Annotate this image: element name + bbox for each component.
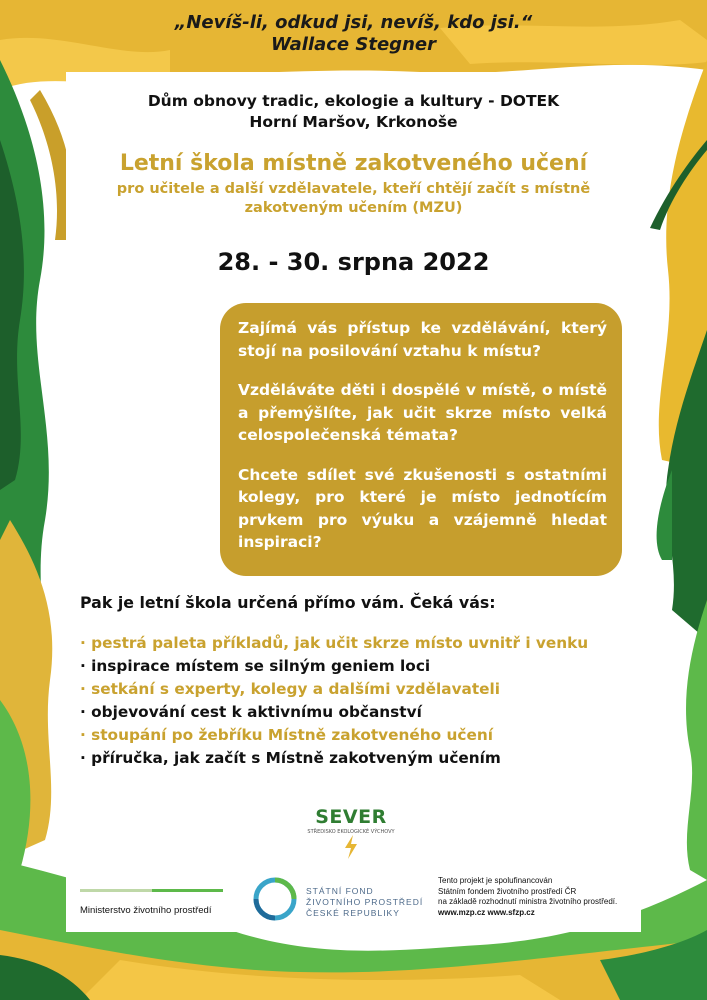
funding-line-1: Tento projekt je spolufinancován xyxy=(438,876,553,885)
funding-line-3: na základě rozhodnutí ministra životního prostředí. xyxy=(438,897,618,906)
list-item: · inspirace místem se silným geniem loci xyxy=(80,657,431,675)
event-title: Letní škola místně zakotveného učení xyxy=(119,151,588,176)
sfzp-line-3: ČESKÉ REPUBLIKY xyxy=(306,908,400,918)
sever-logo-tagline: STŘEDISKO EKOLOGICKÉ VÝCHOVY xyxy=(307,829,395,835)
event-date: 28. - 30. srpna 2022 xyxy=(217,248,490,276)
list-item: · setkání s experty, kolegy a dalšími vzdělavateli xyxy=(80,680,501,698)
funding-line-2: Státním fondem životního prostředí ČR xyxy=(438,886,577,896)
list-item: · objevování cest k aktivnímu občanství xyxy=(80,703,422,721)
event-subtitle: pro učitele a další vzdělavatele, kteří chtějí začít s místně zakotveným učením (MZU) xyxy=(116,181,591,216)
funding-links: www.mzp.cz www.sfzp.cz xyxy=(438,907,535,917)
sfzp-logo-text xyxy=(306,886,423,919)
sever-logo xyxy=(306,806,396,863)
funding-note xyxy=(438,876,617,918)
quote xyxy=(0,12,707,56)
list-item: · stoupání po žebříku Místně zakotveného učení xyxy=(80,726,493,744)
organization xyxy=(66,91,641,133)
offer-list xyxy=(80,632,588,770)
questions-box xyxy=(220,303,622,576)
quote-text: „Nevíš-li, odkud jsi, nevíš, kdo jsi.“ xyxy=(174,12,533,33)
sfzp-circle-icon xyxy=(252,876,298,922)
mzp-logo xyxy=(80,880,223,916)
question-2: Vzděláváte děti i dospělé v místě, o místě a přemýšlíte, jak učit skrze místo velká celospolečenská témata? xyxy=(238,381,607,444)
list-item: · pestrá paleta příkladů, jak učit skrze místo uvnitř i venku xyxy=(80,634,589,652)
sever-logo-name: SEVER xyxy=(315,806,387,828)
mzp-logo-name: Ministerstvo životního prostředí xyxy=(80,905,212,916)
quote-author: Wallace Stegner xyxy=(271,34,436,55)
question-3: Chcete sdílet své zkušenosti s ostatními kolegy, pro které je místo jednotícím prvkem pro výuku a vzájemně hledat inspiraci? xyxy=(238,465,607,551)
organization-location: Horní Maršov, Krkonoše xyxy=(249,113,458,131)
sfzp-line-1: STÁTNÍ FOND xyxy=(306,886,374,896)
sfzp-line-2: ŽIVOTNÍHO PROSTŘEDÍ xyxy=(306,897,424,907)
question-1: Zajímá vás přístup ke vzdělávání, který stojí na posilování vztahu k místu? xyxy=(238,319,607,360)
organization-name: Dům obnovy tradic, ekologie a kultury - DOTEK xyxy=(147,92,560,110)
lightning-icon xyxy=(341,835,361,859)
list-item: · příručka, jak začít s Místně zakotveným učením xyxy=(80,749,501,767)
offer-intro: Pak je letní škola určená přímo vám. Čeká vás: xyxy=(80,593,496,612)
mzp-stripe-icon xyxy=(80,889,223,895)
